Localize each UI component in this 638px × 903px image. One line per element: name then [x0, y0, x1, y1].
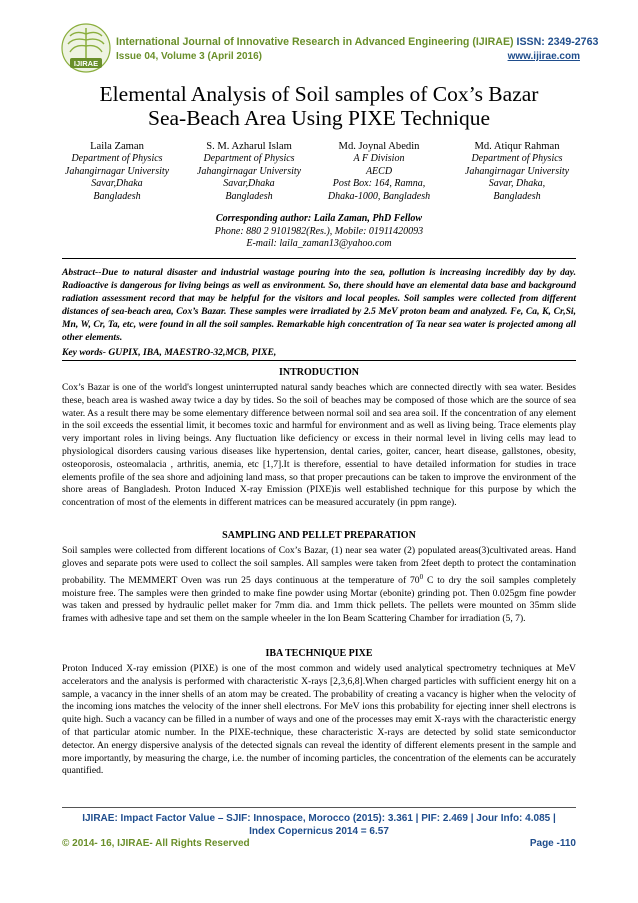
keywords: Key words- GUPIX, IBA, MAESTRO-32,MCB, PIXE,	[62, 347, 277, 358]
journal-title-line	[116, 36, 598, 48]
sampling-paragraph: Soil samples were collected from different locations of Cox’s Bazar, (1) near sea water (2) populated areas(3)cultivated areas. Hand gloves and separate pots were used to collect the soil samples. All samples were taken from 2feet depth to protect the contamination probability. The MEMMERT Oven was run 25 days continuous at the temperature of $70^0$ C to dry the soil samples completely moisture free. The samples were then grinded to make fine powder using Mortar (ebonite) grinding pot. Then 0.025gm fine powder was taken and pressed by hydraulic pellet maker for 7mm dia. and 1mm thick pellets. The pellets were mounted on 35mm slide frames with adhesive tape and set them on the sample wheeler in the Ion Beam Scattering Chamber for irradiation (5, 7).	[62, 545, 576, 625]
paper-title	[0, 82, 638, 130]
page-number: Page -110	[529, 838, 576, 849]
introduction-paragraph: Cox’s Bazar is one of the world's longest uninterrupted natural sandy beaches which are connected directly with sea water. Besides these, beach area is washed away twice a day by tides. So the soil of beaches may be composed of those which are the source of sea water. As a result there may be some elementary difference between normal soil and sea area soil. If the concentration of any element in the soil exceeds the essential limit, it becomes toxic and harmful for environment and as well as living being. Trace elements play very important roles in living beings. Any fluctuation like deficiency or excess in their normal level in living cells may lead to physiological disorders causing various diseases like hypertension, dental caries, goiter, cancer, heart disease, gallstones, obesity, osteoporosis, osteomalacia , arthritis, anemia, etc [1,7].It is therefore, essential to have detailed information for studies in trace elements profile of the sea shore and adjoining land mass, so that proper precautions can be taken to improve the environment of the shore areas of Bangladesh. Proton Induced X-ray Emission (PIXE)is well established technique for this purpose by which the concentration of most of the elements in different matrices can be measured accurately (in ppm range).	[62, 382, 576, 509]
journal-header	[60, 22, 599, 74]
divider	[62, 360, 576, 361]
journal-issue: Issue 04, Volume 3 (April 2016)	[116, 51, 262, 62]
journal-name: International Journal of Innovative Research in Advanced Engineering (IJIRAE)	[116, 36, 514, 48]
journal-url-link[interactable]: www.ijirae.com	[507, 51, 580, 62]
footer-metrics-line-1: IJIRAE: Impact Factor Value – SJIF: Innospace, Morocco (2015): 3.361 | PIF: 2.469 | Jour Info: 4.085 |	[82, 813, 556, 824]
section-heading-iba: IBA TECHNIQUE PIXE	[265, 648, 373, 659]
author-block-1	[48, 140, 186, 203]
journal-logo-icon	[60, 22, 112, 74]
journal-issn: ISSN: 2349-2763	[516, 36, 599, 48]
author-block-3	[310, 140, 448, 203]
section-heading-sampling: SAMPLING AND PELLET PREPARATION	[222, 530, 416, 541]
corresponding-email: E-mail: laila_zaman13@yahoo.com	[246, 238, 392, 249]
footer-metrics	[62, 812, 576, 838]
iba-paragraph: Proton Induced X-ray emission (PIXE) is one of the most common and widely used analytical spectrometry techniques at MeV accelerators and the analysis is performed with characteristic X-rays [2,3,6,8].When charged particles with sufficient energy hit on a sample, a vacancy in the inner shells of an atom may be created. The probability of creating a vacancy is higher when the velocity of the incoming ions matches the velocity of the inner shell electrons. For MeV ions this probability for ejecting inner shell electrons is quite high. Such a vacancy can be filled in a number of ways and one of the processes may emit X-rays with the characteristic energy of that particular atomic number. In the PIXE-technique, these characteristic X-rays are detected by solid state semiconductor detector. An energy dispersive analysis of the detected signals can reveal the identity of different elements present in the sample and more importantly, by measuring the charge, i.e. the number of incoming particles, the concentration of the elements can be accurately quantified.	[62, 663, 576, 777]
author-name: Md. Joynal Abedin	[338, 141, 420, 152]
author-name: Laila Zaman	[90, 141, 144, 152]
title-line-2: Sea-Beach Area Using PIXE Technique	[148, 106, 490, 130]
author-affiliation: Department of Physics Jahangirnagar University Savar, Dhaka, Bangladesh	[464, 153, 570, 202]
section-heading-introduction: INTRODUCTION	[278, 367, 359, 378]
author-block-4	[448, 140, 586, 203]
title-line-1: Elemental Analysis of Soil samples of Cox’s Bazar	[99, 82, 539, 106]
author-name: S. M. Azharul Islam	[206, 141, 292, 152]
abstract: Abstract--Due to natural disaster and industrial wastage pouring into the sea, pollution is increasing incredibly day by day. Radioactive is dangerous for living beings as well as environment. So, there should have an elemental data base and background radiation assessment record that may be helpful for the visitors and local peoples. Soil samples were collected from different distances of sea-beach area, Cox’s Bazar. These samples were irradiated by 2.5 MeV proton beam and analyzed. Fe, Ca, K, Cr,Si, Mn, W, Cr, Ta, etc, were found in all the soil samples. Remarkable high concentration of Ta near sea water is projected among all other elements.	[62, 267, 576, 343]
author-affiliation: A F Division AECD Post Box: 164, Ramna, Dhaka-1000, Bangladesh	[327, 153, 431, 202]
logo-text: IJIRAE	[73, 59, 99, 68]
footer-metrics-line-2: Index Copernicus 2014 = 6.57	[249, 826, 389, 837]
footer-divider	[62, 807, 576, 808]
author-name: Md. Atiqur Rahman	[474, 141, 560, 152]
author-affiliation: Department of Physics Jahangirnagar University Savar,Dhaka Bangladesh	[196, 153, 302, 202]
corresponding-author: Corresponding author: Laila Zaman, PhD Fellow	[215, 213, 423, 224]
divider	[62, 258, 576, 259]
author-affiliation: Department of Physics Jahangirnagar University Savar,Dhaka Bangladesh	[64, 153, 170, 202]
author-block-2	[180, 140, 318, 203]
corresponding-phone: Phone: 880 2 9101982(Res.), Mobile: 01911420093	[214, 225, 424, 237]
copyright-notice: © 2014- 16, IJIRAE- All Rights Reserved	[62, 838, 250, 849]
corresponding-author-block	[0, 213, 638, 251]
